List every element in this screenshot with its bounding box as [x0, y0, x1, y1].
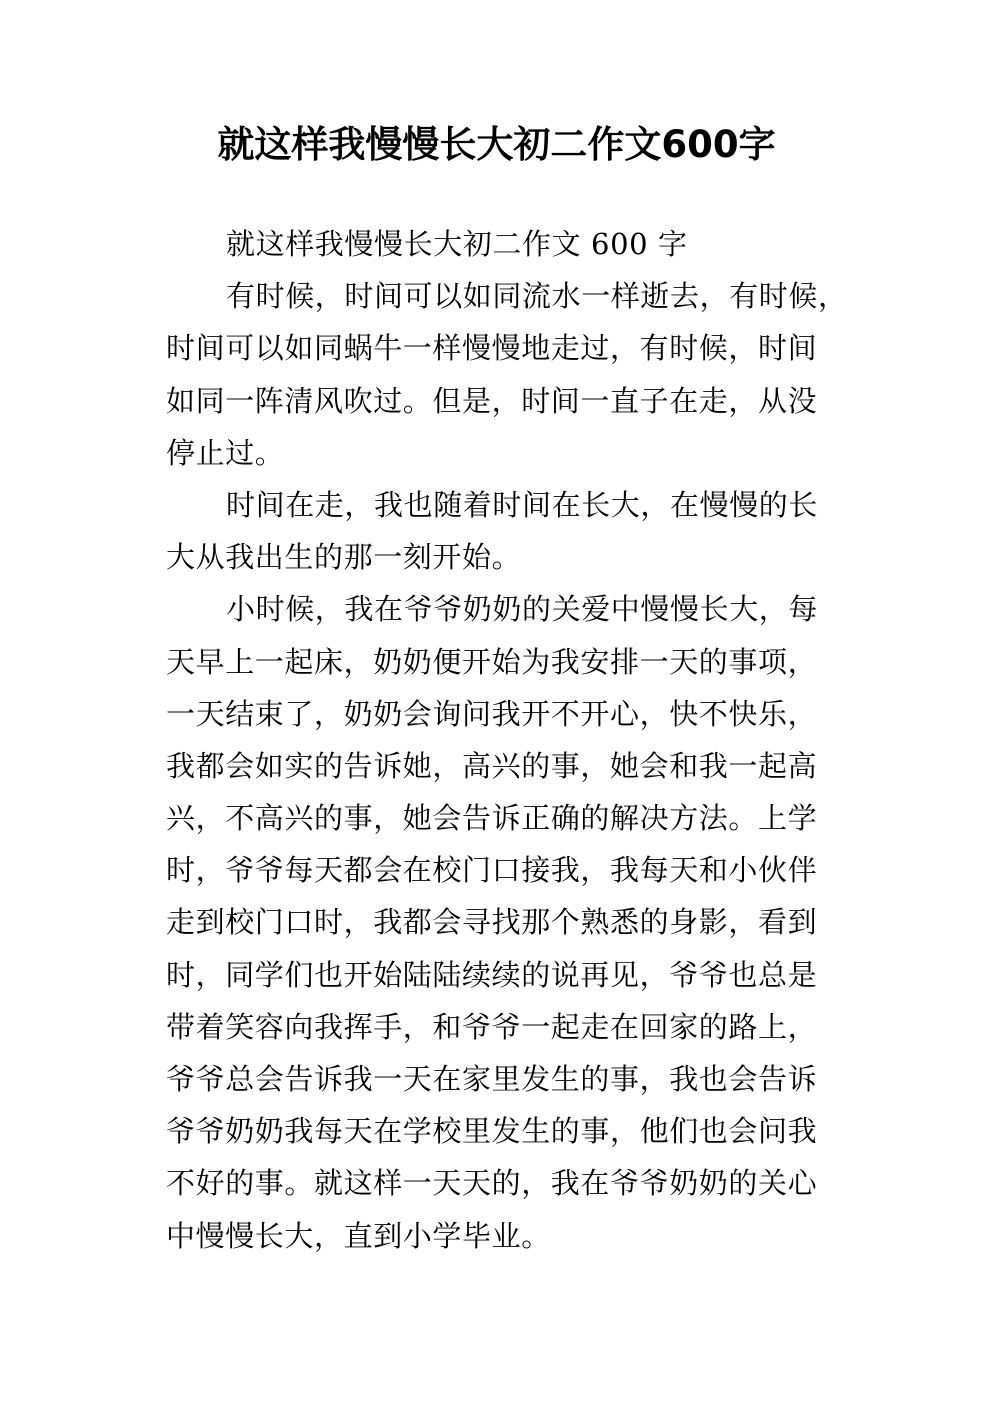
text-line: 爷爷总会告诉我一天在家里发生的事，我也会告诉 — [166, 1062, 818, 1096]
document-body — [166, 218, 846, 1262]
text-line: 大从我出生的那一刻开始。 — [166, 540, 522, 575]
text-line: 时，爷爷每天都会在校门口接我，我每天和小伙伴 — [166, 853, 818, 888]
text-line: 停止过。 — [166, 435, 285, 470]
paragraph-3 — [166, 583, 846, 1261]
text-line: 就这样我慢慢长大初二作文 600 字 — [226, 227, 688, 261]
text-line: 小时候，我在爷爷奶奶的关爱中慢慢长大，每 — [226, 592, 819, 627]
text-line: 我都会如实的告诉她，高兴的事，她会和我一起高 — [166, 748, 818, 783]
text-line: 有时候，时间可以如同流水一样逝去，有时候， — [226, 279, 848, 314]
text-line: 带着笑容向我挥手，和爷爷一起走在回家的路上， — [166, 1009, 818, 1044]
document-title: 就这样我慢慢长大初二作文600字 — [217, 123, 776, 166]
text-line: 时，同学们也开始陆陆续续的说再见，爷爷也总是 — [166, 957, 818, 992]
text-line: 走到校门口时，我都会寻找那个熟悉的身影，看到 — [166, 905, 818, 940]
text-line: 不好的事。就这样一天天的，我在爷爷奶奶的关心 — [166, 1166, 818, 1201]
paragraph-1 — [166, 270, 846, 479]
text-line: 如同一阵清风吹过。但是，时间一直子在走，从没 — [166, 383, 818, 418]
text-line: 中慢慢长大，直到小学毕业。 — [166, 1218, 551, 1253]
text-line: 时间在走，我也随着时间在长大，在慢慢的长 — [226, 487, 819, 522]
paragraph-subtitle — [166, 218, 846, 270]
text-line: 时间可以如同蜗牛一样慢慢地走过，有时候，时间 — [166, 331, 818, 366]
text-line: 爷爷奶奶我每天在学校里发生的事，他们也会问我 — [166, 1114, 818, 1149]
text-line: 兴，不高兴的事，她会告诉正确的解决方法。上学 — [166, 801, 818, 836]
paragraph-2 — [166, 479, 846, 583]
text-line: 一天结束了，奶奶会询问我开不开心，快不快乐， — [166, 696, 818, 731]
text-line: 天早上一起床，奶奶便开始为我安排一天的事项， — [166, 644, 818, 679]
